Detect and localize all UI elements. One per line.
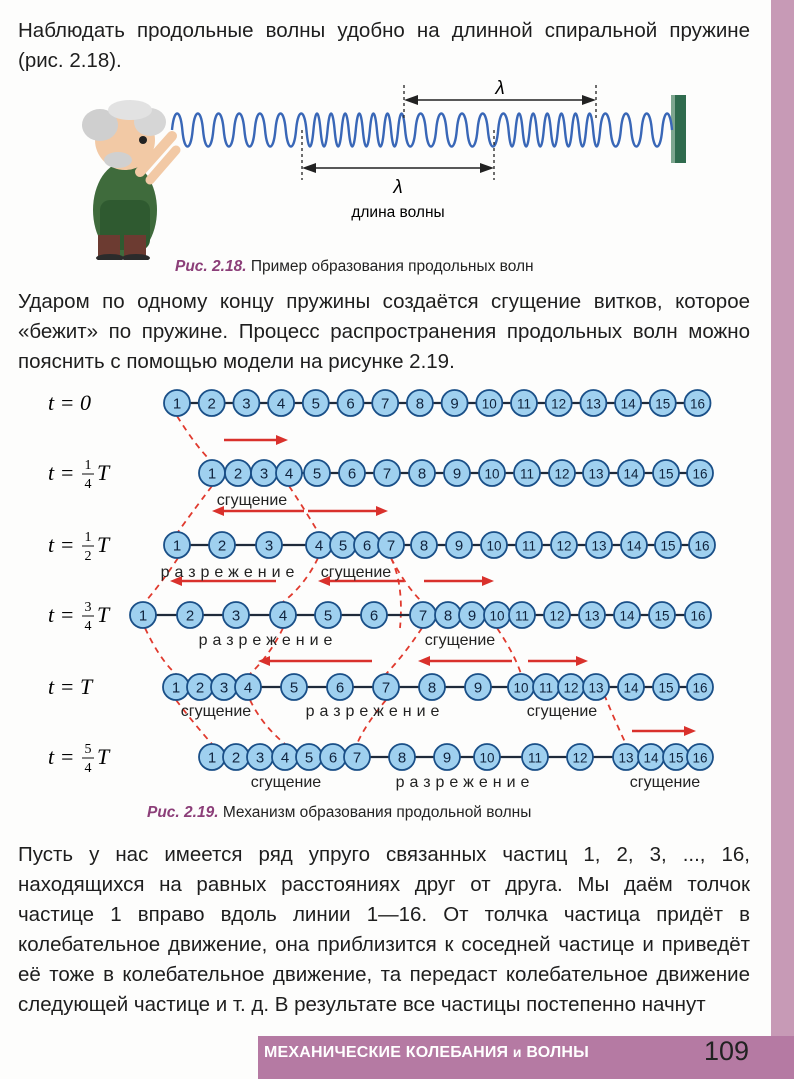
- figure-2-19-caption: [147, 804, 531, 822]
- particle-14: [615, 390, 641, 416]
- particle-number: 16: [690, 608, 706, 624]
- particle-number: 10: [484, 466, 500, 482]
- particle-number: 3: [219, 679, 229, 697]
- time-label: t =: [48, 532, 75, 557]
- particle-16: [689, 532, 715, 558]
- time-row-3: [48, 600, 711, 649]
- particle-14: [638, 744, 664, 770]
- time-label: t =: [48, 602, 75, 627]
- impact-paragraph: Ударом по одному концу пружины создаётся сгущение витков, которое «бежит» по пружине. Процесс распространения продольных волн можно пояснить с помощью модели на рисунке 2.19.: [18, 290, 750, 373]
- particle-9: [442, 390, 468, 416]
- compression-label: сгущение: [216, 492, 288, 509]
- particle-number: 3: [255, 749, 265, 767]
- arrow-right: [528, 656, 588, 666]
- compression-label: сгущение: [424, 632, 496, 649]
- particle-10: [508, 674, 534, 700]
- particle-number: 1: [172, 395, 182, 413]
- compression-label: сгущение: [250, 774, 322, 791]
- particle-number: 16: [692, 680, 708, 696]
- particle-3: [233, 390, 259, 416]
- particle-number: 9: [473, 679, 483, 697]
- particle-number: 15: [658, 466, 674, 482]
- particles-paragraph: Пусть у нас имеется ряд упруго связанных частиц 1, 2, 3, ..., 16, находящихся на равных расстояниях друг от друга. Мы даём толчок частице 1 вправо вдоль линии 1—16. От толчка частица придёт в колебательное движение, она приблизится к соседней частице и приведёт её тоже в колебательное движение, та передаст колебательное движение следующей частице и т. д. В результате все частицы постепенно начнут: [18, 843, 750, 1016]
- particle-number: 2: [217, 537, 227, 555]
- particle-number: 4: [284, 465, 294, 483]
- particle-number: 3: [259, 465, 269, 483]
- particle-number: 14: [623, 680, 639, 696]
- particle-5: [296, 744, 322, 770]
- particle-number: 9: [450, 395, 459, 413]
- particle-number: 9: [442, 749, 452, 767]
- compression-label: сгущение: [320, 564, 392, 581]
- time-fraction-denominator: 4: [84, 761, 92, 776]
- particle-7: [374, 460, 400, 486]
- arrow-right: [632, 726, 696, 736]
- particle-number: 5: [311, 395, 320, 413]
- particle-5: [315, 602, 341, 628]
- particle-number: 9: [452, 465, 462, 483]
- particle-number: 1: [207, 465, 217, 483]
- particle-number: 3: [231, 607, 241, 625]
- particle-number: 15: [660, 538, 676, 554]
- particle-3: [256, 532, 282, 558]
- wave-front-dash: [145, 628, 176, 674]
- particle-7: [378, 532, 404, 558]
- particle-5: [303, 390, 329, 416]
- figure-2-19-particle-model: [0, 385, 740, 805]
- particle-5: [330, 532, 356, 558]
- particle-number: 7: [418, 607, 428, 625]
- particle-rows: [48, 390, 715, 791]
- particle-6: [361, 602, 387, 628]
- particle-number: 8: [397, 749, 407, 767]
- particle-3: [247, 744, 273, 770]
- particle-number: 12: [549, 608, 565, 624]
- time-fraction-numerator: 5: [84, 742, 92, 757]
- particle-number: 5: [289, 679, 299, 697]
- particle-3: [223, 602, 249, 628]
- arrow-left: [258, 656, 372, 666]
- particle-5: [304, 460, 330, 486]
- scientist-illustration: [82, 100, 176, 260]
- particle-1: [199, 744, 225, 770]
- time-label: t = T: [48, 674, 93, 699]
- particle-number: 3: [242, 395, 251, 413]
- wave-front-dash: [250, 700, 285, 744]
- particle-number: 4: [278, 607, 288, 625]
- particle-number: 10: [489, 608, 505, 624]
- particle-number: 10: [486, 538, 502, 554]
- lambda-bottom-label: λ: [393, 177, 403, 198]
- particle-13: [586, 532, 612, 558]
- time-fraction-numerator: 3: [84, 600, 92, 615]
- particle-13: [583, 460, 609, 486]
- particle-number: 15: [654, 608, 670, 624]
- particle-number: 12: [572, 750, 588, 766]
- particle-number: 8: [443, 607, 453, 625]
- particle-13: [613, 744, 639, 770]
- particle-7: [344, 744, 370, 770]
- particle-9: [444, 460, 470, 486]
- lambda-top-label: λ: [495, 80, 505, 99]
- arrow-right: [424, 576, 494, 586]
- time-label: t =: [48, 744, 75, 769]
- particle-6: [327, 674, 353, 700]
- particle-number: 6: [328, 749, 338, 767]
- particle-number: 7: [352, 749, 362, 767]
- particle-number: 11: [527, 750, 543, 766]
- particle-number: 5: [312, 465, 322, 483]
- time-fraction-denominator: 4: [84, 477, 92, 492]
- particle-6: [320, 744, 346, 770]
- rarefaction-label: разрежение: [198, 632, 338, 649]
- time-row-4: [48, 674, 713, 720]
- particle-10: [479, 460, 505, 486]
- particle-3: [251, 460, 277, 486]
- arrow-right: [224, 435, 288, 445]
- particle-number: 14: [620, 396, 636, 412]
- time-fraction-numerator: 1: [84, 458, 92, 473]
- particle-number: 8: [417, 465, 427, 483]
- particle-number: 15: [668, 750, 684, 766]
- particle-15: [663, 744, 689, 770]
- lambda-bottom-dimension: [302, 130, 494, 221]
- particle-2: [177, 602, 203, 628]
- time-fraction-denominator: 4: [84, 619, 92, 634]
- particle-number: 9: [454, 537, 464, 555]
- wave-front-dash: [497, 628, 521, 674]
- particle-number: 6: [362, 537, 372, 555]
- particle-1: [163, 674, 189, 700]
- particle-14: [618, 674, 644, 700]
- particle-number: 1: [171, 679, 181, 697]
- particle-number: 12: [551, 396, 567, 412]
- time-fraction-numerator: 1: [84, 530, 92, 545]
- particle-7: [373, 674, 399, 700]
- particle-16: [687, 674, 713, 700]
- figure-2-19-caption-text: Механизм образования продольной волны: [222, 804, 532, 821]
- particle-number: 16: [692, 750, 708, 766]
- particle-4: [276, 460, 302, 486]
- particle-number: 5: [323, 607, 333, 625]
- particle-7: [410, 602, 436, 628]
- figure-2-18-caption: [175, 258, 534, 276]
- particle-number: 6: [346, 395, 355, 413]
- particle-14: [618, 460, 644, 486]
- time-fraction-denominator: 2: [84, 549, 92, 564]
- particle-12: [551, 532, 577, 558]
- particle-2: [199, 390, 225, 416]
- figure-2-18-caption-number: Рис. 2.18.: [175, 258, 247, 275]
- particle-number: 16: [694, 538, 710, 554]
- particle-number: 1: [207, 749, 217, 767]
- particle-number: 12: [563, 680, 579, 696]
- particle-number: 2: [207, 395, 216, 413]
- particle-11: [516, 532, 542, 558]
- particle-4: [306, 532, 332, 558]
- particle-11: [509, 602, 535, 628]
- particle-12: [544, 602, 570, 628]
- particle-8: [419, 674, 445, 700]
- particle-12: [549, 460, 575, 486]
- time-period-symbol: T: [97, 744, 110, 769]
- particle-number: 7: [381, 395, 390, 413]
- footer-chapter-and: и: [512, 1044, 522, 1060]
- figure-2-18-spring: [0, 80, 700, 260]
- particle-2: [225, 460, 251, 486]
- particle-number: 5: [304, 749, 314, 767]
- particle-2: [209, 532, 235, 558]
- rarefaction-label: разрежение: [395, 774, 535, 791]
- time-row-2: [48, 530, 715, 581]
- particle-6: [338, 390, 364, 416]
- particle-number: 2: [195, 679, 205, 697]
- particle-number: 16: [692, 466, 708, 482]
- particle-number: 11: [521, 538, 537, 554]
- particle-8: [389, 744, 415, 770]
- particle-11: [511, 390, 537, 416]
- compression-label: сгущение: [629, 774, 701, 791]
- particle-number: 6: [347, 465, 357, 483]
- particle-6: [339, 460, 365, 486]
- particle-number: 13: [585, 396, 601, 412]
- particle-number: 6: [369, 607, 379, 625]
- particle-number: 11: [538, 680, 554, 696]
- particle-13: [583, 674, 609, 700]
- particle-16: [685, 602, 711, 628]
- particle-number: 13: [588, 680, 604, 696]
- particle-number: 10: [479, 750, 495, 766]
- particle-10: [484, 602, 510, 628]
- particle-number: 15: [655, 396, 671, 412]
- lambda-top-dimension: [404, 80, 596, 120]
- rarefaction-label: разрежение: [160, 564, 300, 581]
- particle-number: 7: [382, 465, 392, 483]
- particle-number: 7: [381, 679, 391, 697]
- intro-paragraph: Наблюдать продольные волны удобно на длинной спиральной пружине (рис. 2.18).: [18, 19, 750, 72]
- particle-16: [687, 460, 713, 486]
- particle-number: 11: [516, 396, 532, 412]
- time-period-symbol: T: [97, 532, 110, 557]
- wave-front-dash: [178, 486, 212, 532]
- particle-4: [272, 744, 298, 770]
- particle-16: [685, 390, 711, 416]
- time-row-0: [48, 390, 711, 416]
- footer-chapter-title: [264, 1044, 589, 1062]
- particle-4: [270, 602, 296, 628]
- particle-12: [558, 674, 584, 700]
- particle-number: 7: [386, 537, 396, 555]
- particle-15: [653, 674, 679, 700]
- particle-2: [223, 744, 249, 770]
- time-period-symbol: T: [97, 602, 110, 627]
- compression-label: сгущение: [180, 703, 252, 720]
- particle-9: [459, 602, 485, 628]
- particle-1: [164, 390, 190, 416]
- particle-number: 12: [554, 466, 570, 482]
- particle-10: [476, 390, 502, 416]
- particle-12: [546, 390, 572, 416]
- particle-1: [199, 460, 225, 486]
- figure-2-19-caption-number: Рис. 2.19.: [147, 804, 219, 821]
- particle-number: 14: [623, 466, 639, 482]
- particle-4: [268, 390, 294, 416]
- time-period-symbol: T: [97, 460, 110, 485]
- particle-10: [474, 744, 500, 770]
- figure-2-18-caption-text: Пример образования продольных волн: [250, 258, 534, 275]
- particle-5: [281, 674, 307, 700]
- particle-number: 2: [185, 607, 195, 625]
- particle-number: 14: [626, 538, 642, 554]
- particle-9: [434, 744, 460, 770]
- particle-number: 9: [467, 607, 477, 625]
- particle-number: 1: [138, 607, 148, 625]
- wave-front-dash: [289, 486, 318, 532]
- particle-11: [514, 460, 540, 486]
- particle-14: [614, 602, 640, 628]
- arrow-left: [418, 656, 512, 666]
- particle-number: 12: [556, 538, 572, 554]
- page-number: 109: [704, 1036, 750, 1066]
- particle-15: [649, 602, 675, 628]
- particle-number: 8: [415, 395, 425, 413]
- footer-chapter-part1: МЕХАНИЧЕСКИЕ КОЛЕБАНИЯ: [264, 1044, 509, 1061]
- particle-number: 15: [658, 680, 674, 696]
- particle-number: 10: [481, 396, 497, 412]
- particle-13: [580, 390, 606, 416]
- particle-number: 11: [514, 608, 530, 624]
- particle-10: [481, 532, 507, 558]
- time-row-1: [48, 458, 713, 509]
- compression-label: сгущение: [526, 703, 598, 720]
- particle-number: 4: [276, 395, 286, 413]
- particle-15: [653, 460, 679, 486]
- particle-number: 1: [172, 537, 182, 555]
- side-margin-band: [771, 0, 794, 1079]
- wave-front-dash: [386, 628, 422, 674]
- particle-number: 14: [619, 608, 635, 624]
- particle-7: [372, 390, 398, 416]
- particle-number: 3: [264, 537, 274, 555]
- particle-8: [411, 532, 437, 558]
- particle-number: 5: [338, 537, 348, 555]
- wave-front-dash: [177, 416, 210, 460]
- particle-number: 14: [643, 750, 659, 766]
- rarefaction-label: разрежение: [305, 703, 445, 720]
- arrow-right: [308, 506, 388, 516]
- particle-4: [235, 674, 261, 700]
- particle-number: 13: [588, 466, 604, 482]
- particle-12: [567, 744, 593, 770]
- particle-number: 4: [243, 679, 253, 697]
- particle-number: 2: [233, 465, 243, 483]
- particle-3: [211, 674, 237, 700]
- particle-13: [579, 602, 605, 628]
- particle-11: [533, 674, 559, 700]
- particle-number: 4: [280, 749, 290, 767]
- particle-2: [187, 674, 213, 700]
- particle-number: 8: [427, 679, 437, 697]
- particle-15: [655, 532, 681, 558]
- wave-front-dash: [391, 558, 401, 628]
- particle-number: 4: [314, 537, 324, 555]
- particle-1: [164, 532, 190, 558]
- time-row-5: [48, 742, 713, 791]
- particle-number: 13: [591, 538, 607, 554]
- particle-8: [407, 390, 433, 416]
- time-label: t = 0: [48, 390, 91, 415]
- time-label: t =: [48, 460, 75, 485]
- particle-9: [465, 674, 491, 700]
- particle-number: 10: [513, 680, 529, 696]
- particle-16: [687, 744, 713, 770]
- wavelength-label: длина волны: [351, 204, 445, 221]
- particle-number: 16: [689, 396, 706, 412]
- particle-8: [435, 602, 461, 628]
- particle-number: 13: [584, 608, 600, 624]
- particle-number: 13: [618, 750, 634, 766]
- particle-number: 6: [335, 679, 345, 697]
- particle-6: [354, 532, 380, 558]
- particle-9: [446, 532, 472, 558]
- footer-chapter-part2: ВОЛНЫ: [526, 1044, 590, 1061]
- particle-number: 2: [231, 749, 241, 767]
- particle-number: 11: [519, 466, 535, 482]
- particle-14: [621, 532, 647, 558]
- particle-11: [522, 744, 548, 770]
- particle-8: [409, 460, 435, 486]
- particle-15: [650, 390, 676, 416]
- particle-1: [130, 602, 156, 628]
- particle-number: 8: [419, 537, 429, 555]
- spring-coil: [172, 95, 686, 163]
